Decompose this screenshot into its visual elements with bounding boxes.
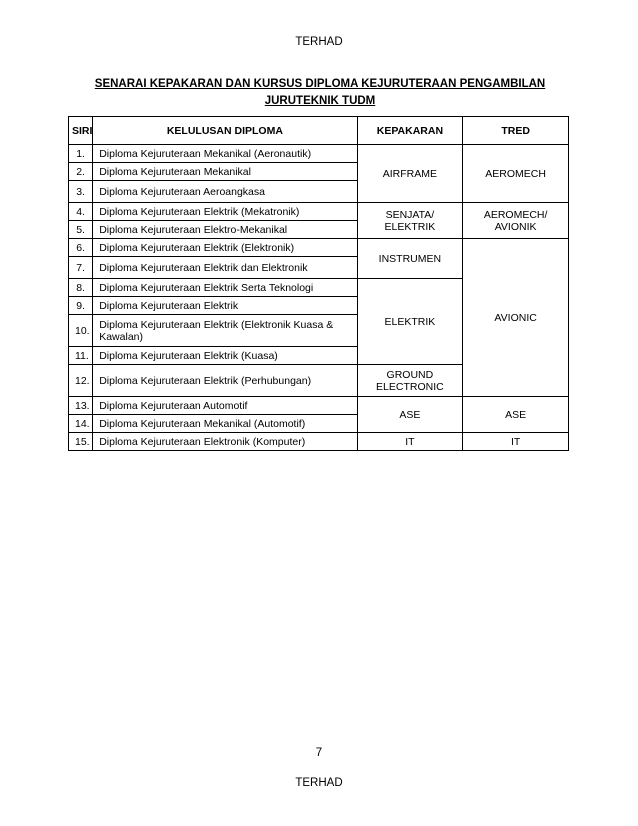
title-line-2: JURUTEKNIK TUDM (264, 95, 376, 107)
siri-cell: 9. (69, 297, 93, 315)
diploma-cell: Diploma Kejuruteraan Elektrik dan Elektronik (93, 257, 357, 279)
siri-cell: 10. (69, 315, 93, 347)
diploma-cell: Diploma Kejuruteraan Elektrik (Elektronik Kuasa & Kawalan) (93, 315, 357, 347)
diploma-cell: Diploma Kejuruteraan Mekanikal (Automotif) (93, 415, 357, 433)
header-tred: TRED (463, 117, 569, 145)
diploma-table (68, 116, 569, 451)
tred-cell: IT (463, 433, 569, 451)
siri-cell: 7. (69, 257, 93, 279)
siri-cell: 12. (69, 365, 93, 397)
siri-cell: 13. (69, 397, 93, 415)
siri-cell: 2. (69, 163, 93, 181)
header-kepakaran: KEPAKARAN (357, 117, 463, 145)
diploma-cell: Diploma Kejuruteraan Mekanikal (93, 163, 357, 181)
tred-cell: AVIONIC (463, 239, 569, 397)
siri-cell: 14. (69, 415, 93, 433)
header-siri: SIRI (69, 117, 93, 145)
siri-cell: 11. (69, 347, 93, 365)
header-kelulusan: KELULUSAN DIPLOMA (93, 117, 357, 145)
tred-cell: AEROMECH/ AVIONIK (463, 203, 569, 239)
diploma-cell: Diploma Kejuruteraan Elektro-Mekanikal (93, 221, 357, 239)
kepakaran-cell: AIRFRAME (357, 145, 463, 203)
document-title (70, 76, 570, 110)
table-row (69, 239, 569, 257)
page-number: 7 (315, 747, 323, 759)
kepakaran-cell: GROUND ELECTRONIC (357, 365, 463, 397)
diploma-cell: Diploma Kejuruteraan Aeroangkasa (93, 181, 357, 203)
siri-cell: 5. (69, 221, 93, 239)
footer-classification-mark: TERHAD (295, 777, 343, 789)
kepakaran-cell: IT (357, 433, 463, 451)
siri-cell: 1. (69, 145, 93, 163)
diploma-cell: Diploma Kejuruteraan Automotif (93, 397, 357, 415)
kepakaran-cell: ASE (357, 397, 463, 433)
tred-cell: ASE (463, 397, 569, 433)
table-row (69, 397, 569, 415)
siri-cell: 15. (69, 433, 93, 451)
diploma-cell: Diploma Kejuruteraan Elektrik Serta Teknologi (93, 279, 357, 297)
kepakaran-cell: SENJATA/ ELEKTRIK (357, 203, 463, 239)
diploma-cell: Diploma Kejuruteraan Elektrik (93, 297, 357, 315)
diploma-cell: Diploma Kejuruteraan Elektrik (Elektronik) (93, 239, 357, 257)
table-row (69, 203, 569, 221)
siri-cell: 8. (69, 279, 93, 297)
table-header-row (69, 117, 569, 145)
kepakaran-cell: ELEKTRIK (357, 279, 463, 365)
kepakaran-cell: INSTRUMEN (357, 239, 463, 279)
header-classification-mark: TERHAD (295, 36, 343, 48)
diploma-cell: Diploma Kejuruteraan Elektronik (Komputer) (93, 433, 357, 451)
diploma-cell: Diploma Kejuruteraan Mekanikal (Aeronautik) (93, 145, 357, 163)
diploma-cell: Diploma Kejuruteraan Elektrik (Kuasa) (93, 347, 357, 365)
siri-cell: 6. (69, 239, 93, 257)
diploma-cell: Diploma Kejuruteraan Elektrik (Mekatronik) (93, 203, 357, 221)
table-row (69, 145, 569, 163)
siri-cell: 3. (69, 181, 93, 203)
table-row (69, 433, 569, 451)
title-line-1: SENARAI KEPAKARAN DAN KURSUS DIPLOMA KEJURUTERAAN PENGAMBILAN (94, 78, 546, 90)
diploma-cell: Diploma Kejuruteraan Elektrik (Perhubungan) (93, 365, 357, 397)
tred-cell: AEROMECH (463, 145, 569, 203)
siri-cell: 4. (69, 203, 93, 221)
